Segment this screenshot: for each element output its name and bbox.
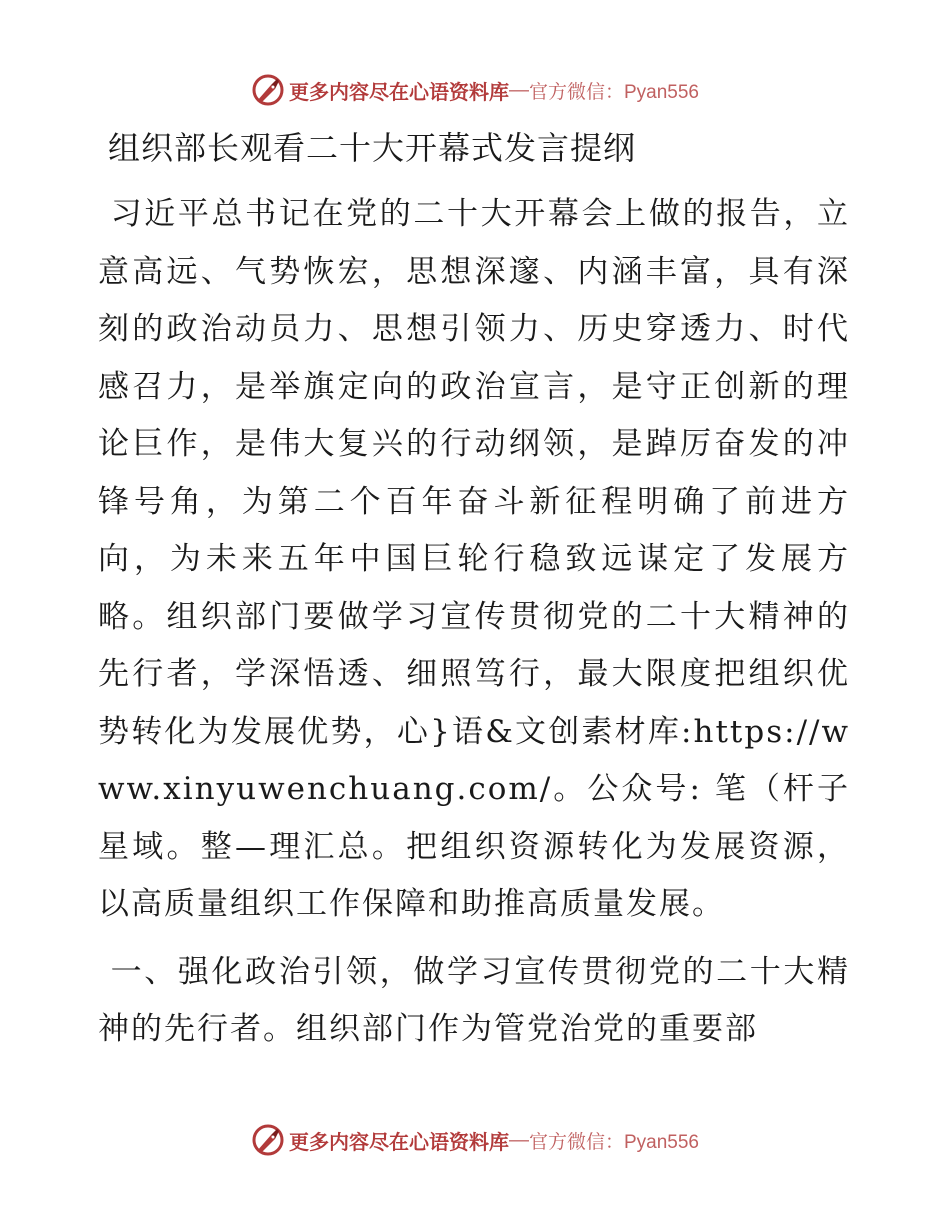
document-title: 组织部长观看二十大开幕式发言提纲 xyxy=(108,129,637,167)
document-body xyxy=(98,120,850,1069)
watermark-site-text: 更多内容尽在心语资料库 xyxy=(288,1131,509,1154)
paragraph-1 xyxy=(98,186,850,934)
watermark-wechat-text: 官方微信：Pyan556 xyxy=(528,81,699,103)
watermark-banner-top xyxy=(0,70,950,110)
paragraph-2 xyxy=(98,944,850,1059)
watermark-site-text: 更多内容尽在心语资料库 xyxy=(288,81,509,104)
watermark-separator: — xyxy=(508,78,529,101)
pen-nib-circle-icon xyxy=(251,1123,285,1157)
watermark-separator: — xyxy=(508,1128,529,1151)
watermark-banner-bottom xyxy=(0,1120,950,1160)
pen-nib-circle-icon xyxy=(251,73,285,107)
paragraph-2-text: 一、强化政治引领，做学习宣传贯彻党的二十大精神的先行者。组织部门作为管党治党的重要部 xyxy=(98,953,850,1047)
watermark-wechat-text: 官方微信：Pyan556 xyxy=(528,1131,699,1153)
paragraph-1-text: 习近平总书记在党的二十大开幕会上做的报告，立意高远、气势恢宏，思想深邃、内涵丰富，具有深刻的政治动员力、思想引领力、历史穿透力、时代感召力，是举旗定向的政治宣言，是守正创新的理论巨作，是伟大复兴的行动纲领，是踔厉奋发的冲锋号角，为第二个百年奋斗新征程明确了前进方向，为未来五年中国巨轮行稳致远谋定了发展方略。组织部门要做学习宣传贯彻党的二十大精神的先行者，学深悟透、细照笃行，最大限度把组织优势转化为发展优势，心}语&文创素材库:https://www.xinyuwenchuang.com/。公众号: 笔（杆子星域。整—理汇总。把组织资源转化为发展资源，以高质量组织工作保障和助推高质量发展。 xyxy=(98,196,850,922)
